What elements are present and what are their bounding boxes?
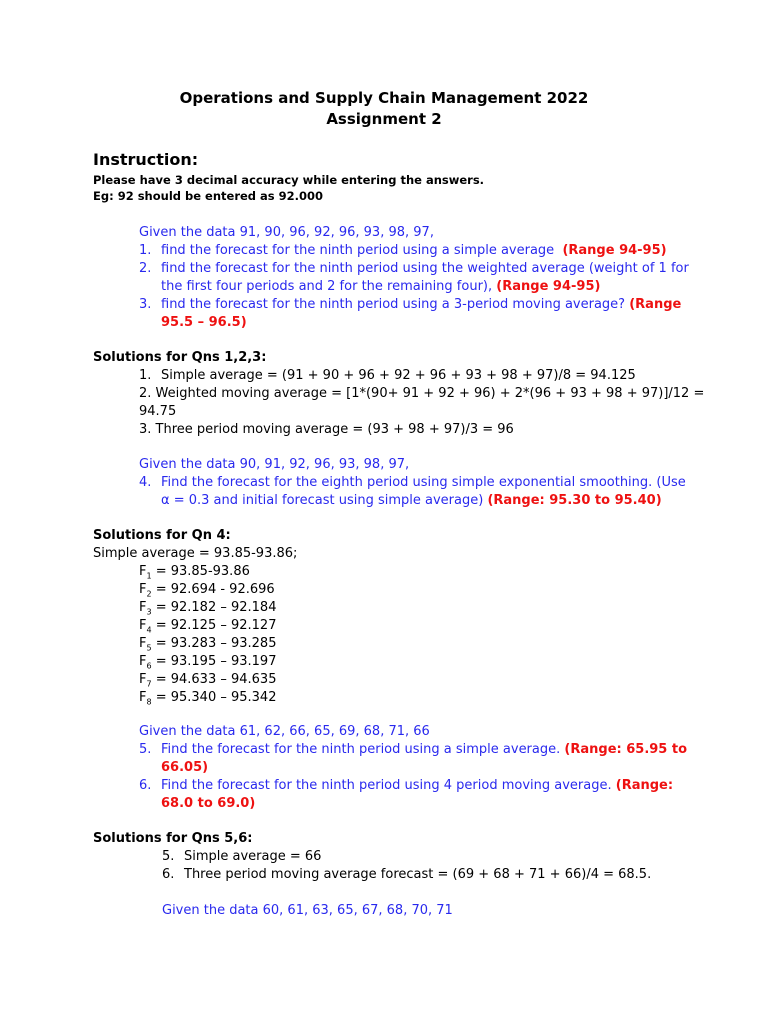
range-label: (Range: 95.30 to 95.40)	[487, 493, 662, 508]
question-1	[139, 242, 667, 260]
instruction-line-2: Eg: 92 should be entered as 92.000	[93, 189, 324, 203]
solution-number: 5.	[162, 849, 175, 864]
question-text: find the forecast for the ninth period using a 3-period moving average?	[161, 297, 626, 312]
solution-2: 2. Weighted moving average = [1*(90+ 91 + 92 + 96) + 2*(96 + 93 + 98 + 97)]/12 =	[139, 386, 705, 401]
forecast-value: = 94.633 – 94.635	[151, 672, 277, 687]
solution-1	[139, 367, 636, 385]
question-4-cont	[161, 492, 662, 510]
forecast-f1: $F_1 = 93.85-93.86$	[139, 564, 250, 581]
question-text: find the forecast for the ninth period using a simple average	[161, 243, 555, 258]
forecast-subscript: 6	[146, 661, 152, 671]
forecast-value: = 92.694 - 92.696	[151, 582, 275, 597]
range-label: (Range 94-95)	[496, 279, 601, 294]
simple-average-line: Simple average = 93.85-93.86;	[93, 546, 298, 561]
solution-text: Simple average = (91 + 90 + 96 + 92 + 96 + 93 + 98 + 97)/8 = 94.125	[161, 368, 636, 383]
forecast-f2: $F_2 = 92.694 - 92.696$	[139, 582, 275, 599]
given-data-2: Given the data 90, 91, 92, 96, 93, 98, 97,	[139, 457, 410, 472]
solutions-heading-123: Solutions for Qns 1,2,3:	[93, 350, 267, 365]
question-text: α = 0.3 and initial forecast using simple average)	[161, 493, 484, 508]
forecast-f5: $F_5 = 93.283 - 93.285$	[139, 636, 277, 653]
page-subtitle: Assignment 2	[326, 110, 442, 128]
forecast-value: = 92.182 – 92.184	[151, 600, 277, 615]
forecast-value: = 93.283 – 93.285	[151, 636, 277, 651]
given-data-3: Given the data 61, 62, 66, 65, 69, 68, 71, 66	[139, 724, 430, 739]
question-text: Find the forecast for the ninth period using 4 period moving average.	[161, 778, 612, 793]
forecast-subscript: 4	[146, 625, 152, 635]
question-number: 6.	[139, 778, 152, 793]
question-2-cont	[161, 278, 600, 296]
given-data-1: Given the data 91, 90, 96, 92, 96, 93, 98, 97,	[139, 225, 434, 240]
question-number: 2.	[139, 261, 152, 276]
forecast-value: = 92.125 – 92.127	[151, 618, 277, 633]
page-title: Operations and Supply Chain Management 2022	[179, 89, 589, 107]
instruction-heading: Instruction:	[93, 150, 199, 169]
range-label: (Range 94-95)	[562, 243, 667, 258]
forecast-f3: $F_3 = 92.182 - 92.184$	[139, 600, 277, 617]
forecast-subscript: 7	[146, 679, 152, 689]
question-number: 4.	[139, 475, 152, 490]
forecast-subscript: 1	[146, 571, 152, 581]
question-number: 1.	[139, 243, 152, 258]
forecast-subscript: 2	[146, 589, 152, 599]
forecast-value: = 93.195 – 93.197	[151, 654, 277, 669]
question-text: find the forecast for the ninth period using the weighted average (weight of 1 for	[161, 261, 689, 276]
question-text: Find the forecast for the ninth period using a simple average.	[161, 742, 561, 757]
question-2	[139, 260, 689, 278]
solution-text: Three period moving average forecast = (69 + 68 + 71 + 66)/4 = 68.5.	[184, 867, 652, 882]
forecast-value: = 93.85-93.86	[151, 564, 250, 579]
solution-6	[162, 866, 651, 884]
solution-5	[162, 848, 321, 866]
forecast-subscript: 5	[146, 643, 152, 653]
question-number: 3.	[139, 297, 152, 312]
question-text: Find the forecast for the eighth period using simple exponential smoothing. (Use	[161, 475, 686, 490]
solutions-heading-4: Solutions for Qn 4:	[93, 528, 231, 543]
given-data-4: Given the data 60, 61, 63, 65, 67, 68, 70, 71	[162, 903, 453, 918]
question-5	[139, 741, 687, 759]
forecast-value: = 95.340 – 95.342	[151, 690, 277, 705]
question-6	[139, 777, 673, 795]
forecast-subscript: 3	[146, 607, 152, 617]
instruction-line-1: Please have 3 decimal accuracy while entering the answers.	[93, 173, 485, 187]
range-label: (Range: 65.95 to	[564, 742, 688, 757]
forecast-subscript: 8	[146, 697, 152, 707]
range-label: (Range	[629, 297, 682, 312]
question-number: 5.	[139, 742, 152, 757]
solution-text: Simple average = 66	[184, 849, 322, 864]
range-label-cont: 95.5 – 96.5)	[161, 315, 247, 330]
question-3	[139, 296, 681, 314]
solutions-heading-56: Solutions for Qns 5,6:	[93, 831, 253, 846]
solution-number: 6.	[162, 867, 175, 882]
forecast-f6: $F_6 = 93.195 - 93.197$	[139, 654, 277, 671]
question-4	[139, 474, 686, 492]
question-text: the first four periods and 2 for the remaining four),	[161, 279, 493, 294]
forecast-f7: $F_7 = 94.633 - 94.635$	[139, 672, 277, 689]
range-label: (Range:	[615, 778, 674, 793]
forecast-f4: $F_4 = 92.125 - 92.127$	[139, 618, 277, 635]
range-label-cont: 68.0 to 69.0)	[161, 796, 256, 811]
forecast-f8: $F_8 = 95.340 - 95.342$	[139, 690, 277, 707]
solution-number: 1.	[139, 368, 152, 383]
range-label-cont: 66.05)	[161, 760, 209, 775]
solution-3: 3. Three period moving average = (93 + 98 + 97)/3 = 96	[139, 422, 514, 437]
solution-2-cont: 94.75	[139, 404, 177, 419]
